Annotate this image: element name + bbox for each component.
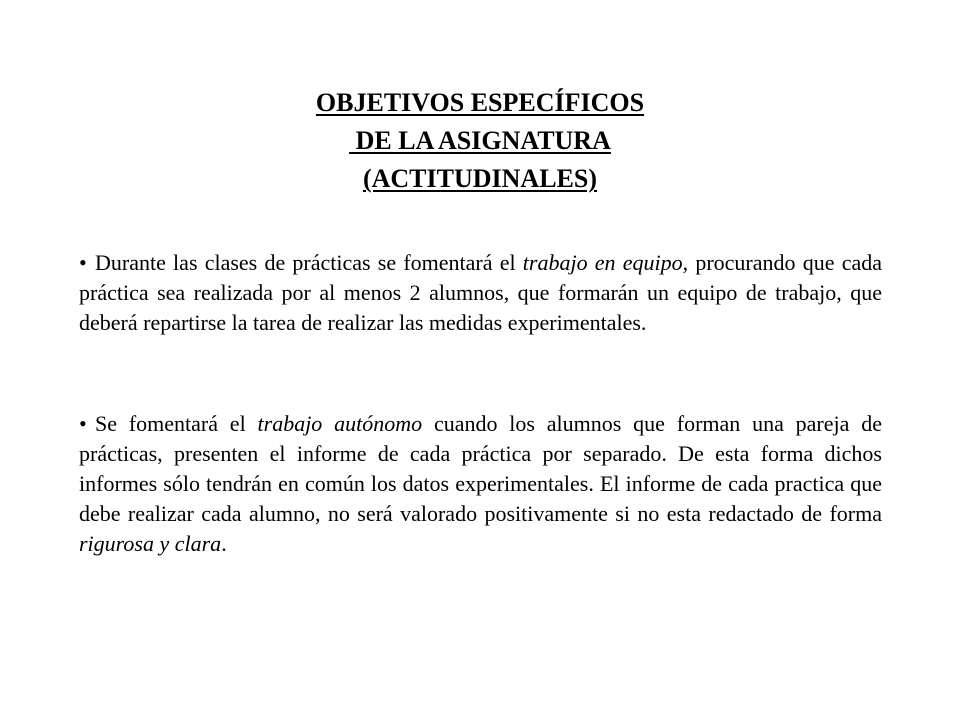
paragraph-text: Durante las clases de prácticas se fomentará el: [95, 250, 523, 275]
paragraph-text: cuando los alumnos que forman una pareja de prácticas, presenten el informe de cada práctica por separado. De esta forma dichos informes sólo tendrán en común los datos experimentales. El informe de cada practica que debe realizar cada alumno, no será valorado positivamente si no esta redactado de forma: [79, 411, 882, 526]
slide-title: [0, 84, 960, 198]
paragraph-autonomous-work: [79, 409, 882, 559]
paragraph-text: , procurando que cada práctica sea realizada por al menos 2 alumnos, que formarán un equipo de trabajo, que deberá repartirse la tarea de realizar las medidas experimentales.: [79, 250, 882, 335]
title-line-1: OBJETIVOS ESPECÍFICOS: [315, 88, 645, 117]
emphasis-text: trabajo en equipo: [522, 250, 683, 275]
title-line-2: DE LA ASIGNATURA: [349, 126, 611, 155]
emphasis-text: trabajo autónomo: [257, 411, 423, 436]
paragraph-text: .: [221, 531, 227, 556]
paragraph-text: Se fomentará el: [95, 411, 258, 436]
title-line-3: (ACTITUDINALES): [362, 164, 598, 193]
bullet-icon: •: [79, 411, 87, 436]
paragraph-teamwork: [79, 248, 882, 338]
emphasis-text: rigurosa y clara: [79, 531, 222, 556]
bullet-icon: •: [79, 250, 87, 275]
